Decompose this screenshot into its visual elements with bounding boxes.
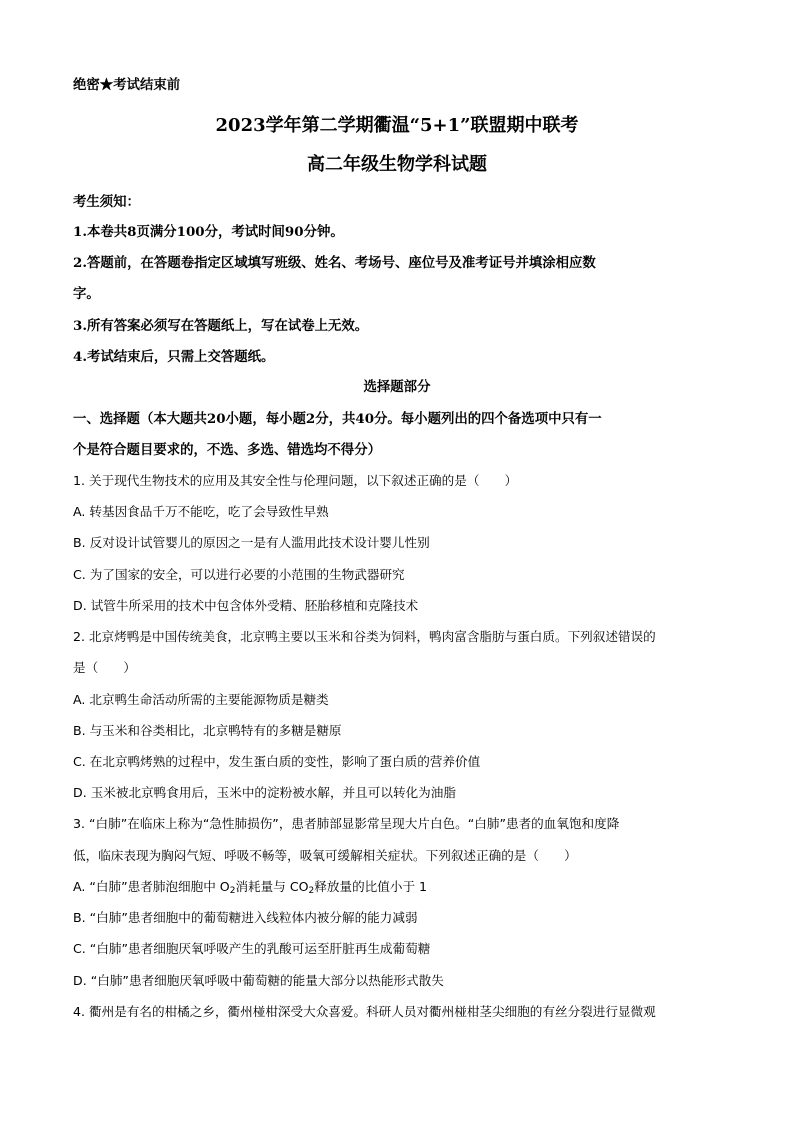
notice-heading: 考生须知： xyxy=(73,194,140,210)
confidential-label: 绝密★考试结束前 xyxy=(73,77,181,93)
subscript-o2: 2 xyxy=(229,886,236,896)
question-3-option-a xyxy=(73,878,427,896)
question-2-stem: 2. 北京烤鸭是中国传统美食，北京鸭主要以玉米和谷类为饲料，鸭肉富含脂肪与蛋白质。下列叙述错误的 xyxy=(73,629,656,644)
question-2-option-b: B. 与玉米和谷类相比，北京鸭特有的多糖是糖原 xyxy=(73,723,342,738)
section-title: 选择题部分 xyxy=(363,379,431,395)
question-2-option-d: D. 玉米被北京鸭食用后，玉米中的淀粉被水解，并且可以转化为油脂 xyxy=(73,785,456,800)
section-intro-1: 一、选择题（本大题共20小题，每小题2分，共40分。每小题列出的四个备选项中只有一 xyxy=(73,411,602,427)
notice-item-1: 1.本卷共8页满分100分，考试时间90分钟。 xyxy=(73,224,344,240)
subscript-co2: 2 xyxy=(308,886,315,896)
question-3-option-a-text-end: 释放量的比值小于 1 xyxy=(314,879,428,894)
question-1-option-b: B. 反对设计试管婴儿的原因之一是有人滥用此技术设计婴儿性别 xyxy=(73,535,430,550)
question-3-option-a-text: A. “白肺”患者肺泡细胞中 O xyxy=(73,879,230,894)
notice-item-4: 4.考试结束后，只需上交答题纸。 xyxy=(73,349,275,365)
question-3-option-d: D. “白肺”患者细胞厌氧呼吸中葡萄糖的能量大部分以热能形式散失 xyxy=(73,973,444,988)
question-1-option-c: C. 为了国家的安全，可以进行必要的小范围的生物武器研究 xyxy=(73,567,405,582)
question-2-option-c: C. 在北京鸭烤熟的过程中，发生蛋白质的变性，影响了蛋白质的营养价值 xyxy=(73,754,481,769)
question-3-stem: 3. “白肺”在临床上称为“急性肺损伤”，患者肺部显影常呈现大片白色。“白肺”患者的血氧饱和度降 xyxy=(73,816,620,831)
question-3-option-a-text-mid: 消耗量与 CO xyxy=(235,879,309,894)
question-2-option-a: A. 北京鸭生命活动所需的主要能源物质是糖类 xyxy=(73,692,329,707)
section-intro-2: 个是符合题目要求的，不选、多选、错选均不得分） xyxy=(73,442,381,458)
question-3-option-c: C. “白肺”患者细胞厌氧呼吸产生的乳酸可运至肝脏再生成葡萄糖 xyxy=(73,941,431,956)
question-4-stem: 4. 衢州是有名的柑橘之乡，衢州椪柑深受大众喜爱。科研人员对衢州椪柑茎尖细胞的有丝分裂进行显微观 xyxy=(73,1004,656,1019)
exam-subtitle: 高二年级生物学科试题 xyxy=(307,154,487,175)
question-1-stem: 1. 关于现代生物技术的应用及其安全性与伦理问题，以下叙述正确的是（ ） xyxy=(73,473,518,488)
question-3-stem-cont: 低，临床表现为胸闷气短、呼吸不畅等，吸氧可缓解相关症状。下列叙述正确的是（ ） xyxy=(73,848,577,863)
exam-title: 2023学年第二学期衢温“5+1”联盟期中联考 xyxy=(215,115,579,136)
question-1-option-d: D. 试管牛所采用的技术中包含体外受精、胚胎移植和克隆技术 xyxy=(73,598,419,613)
notice-item-2: 2.答题前，在答题卷指定区域填写班级、姓名、考场号、座位号及准考证号并填涂相应数 xyxy=(73,255,596,271)
question-1-option-a: A. 转基因食品千万不能吃，吃了会导致性早熟 xyxy=(73,504,329,519)
question-3-option-b: B. “白肺”患者细胞中的葡萄糖进入线粒体内被分解的能力减弱 xyxy=(73,910,418,925)
notice-item-3: 3.所有答案必须写在答题纸上，写在试卷上无效。 xyxy=(73,318,369,334)
question-2-stem-cont: 是（ ） xyxy=(73,660,136,675)
notice-item-2-cont: 字。 xyxy=(73,286,100,302)
